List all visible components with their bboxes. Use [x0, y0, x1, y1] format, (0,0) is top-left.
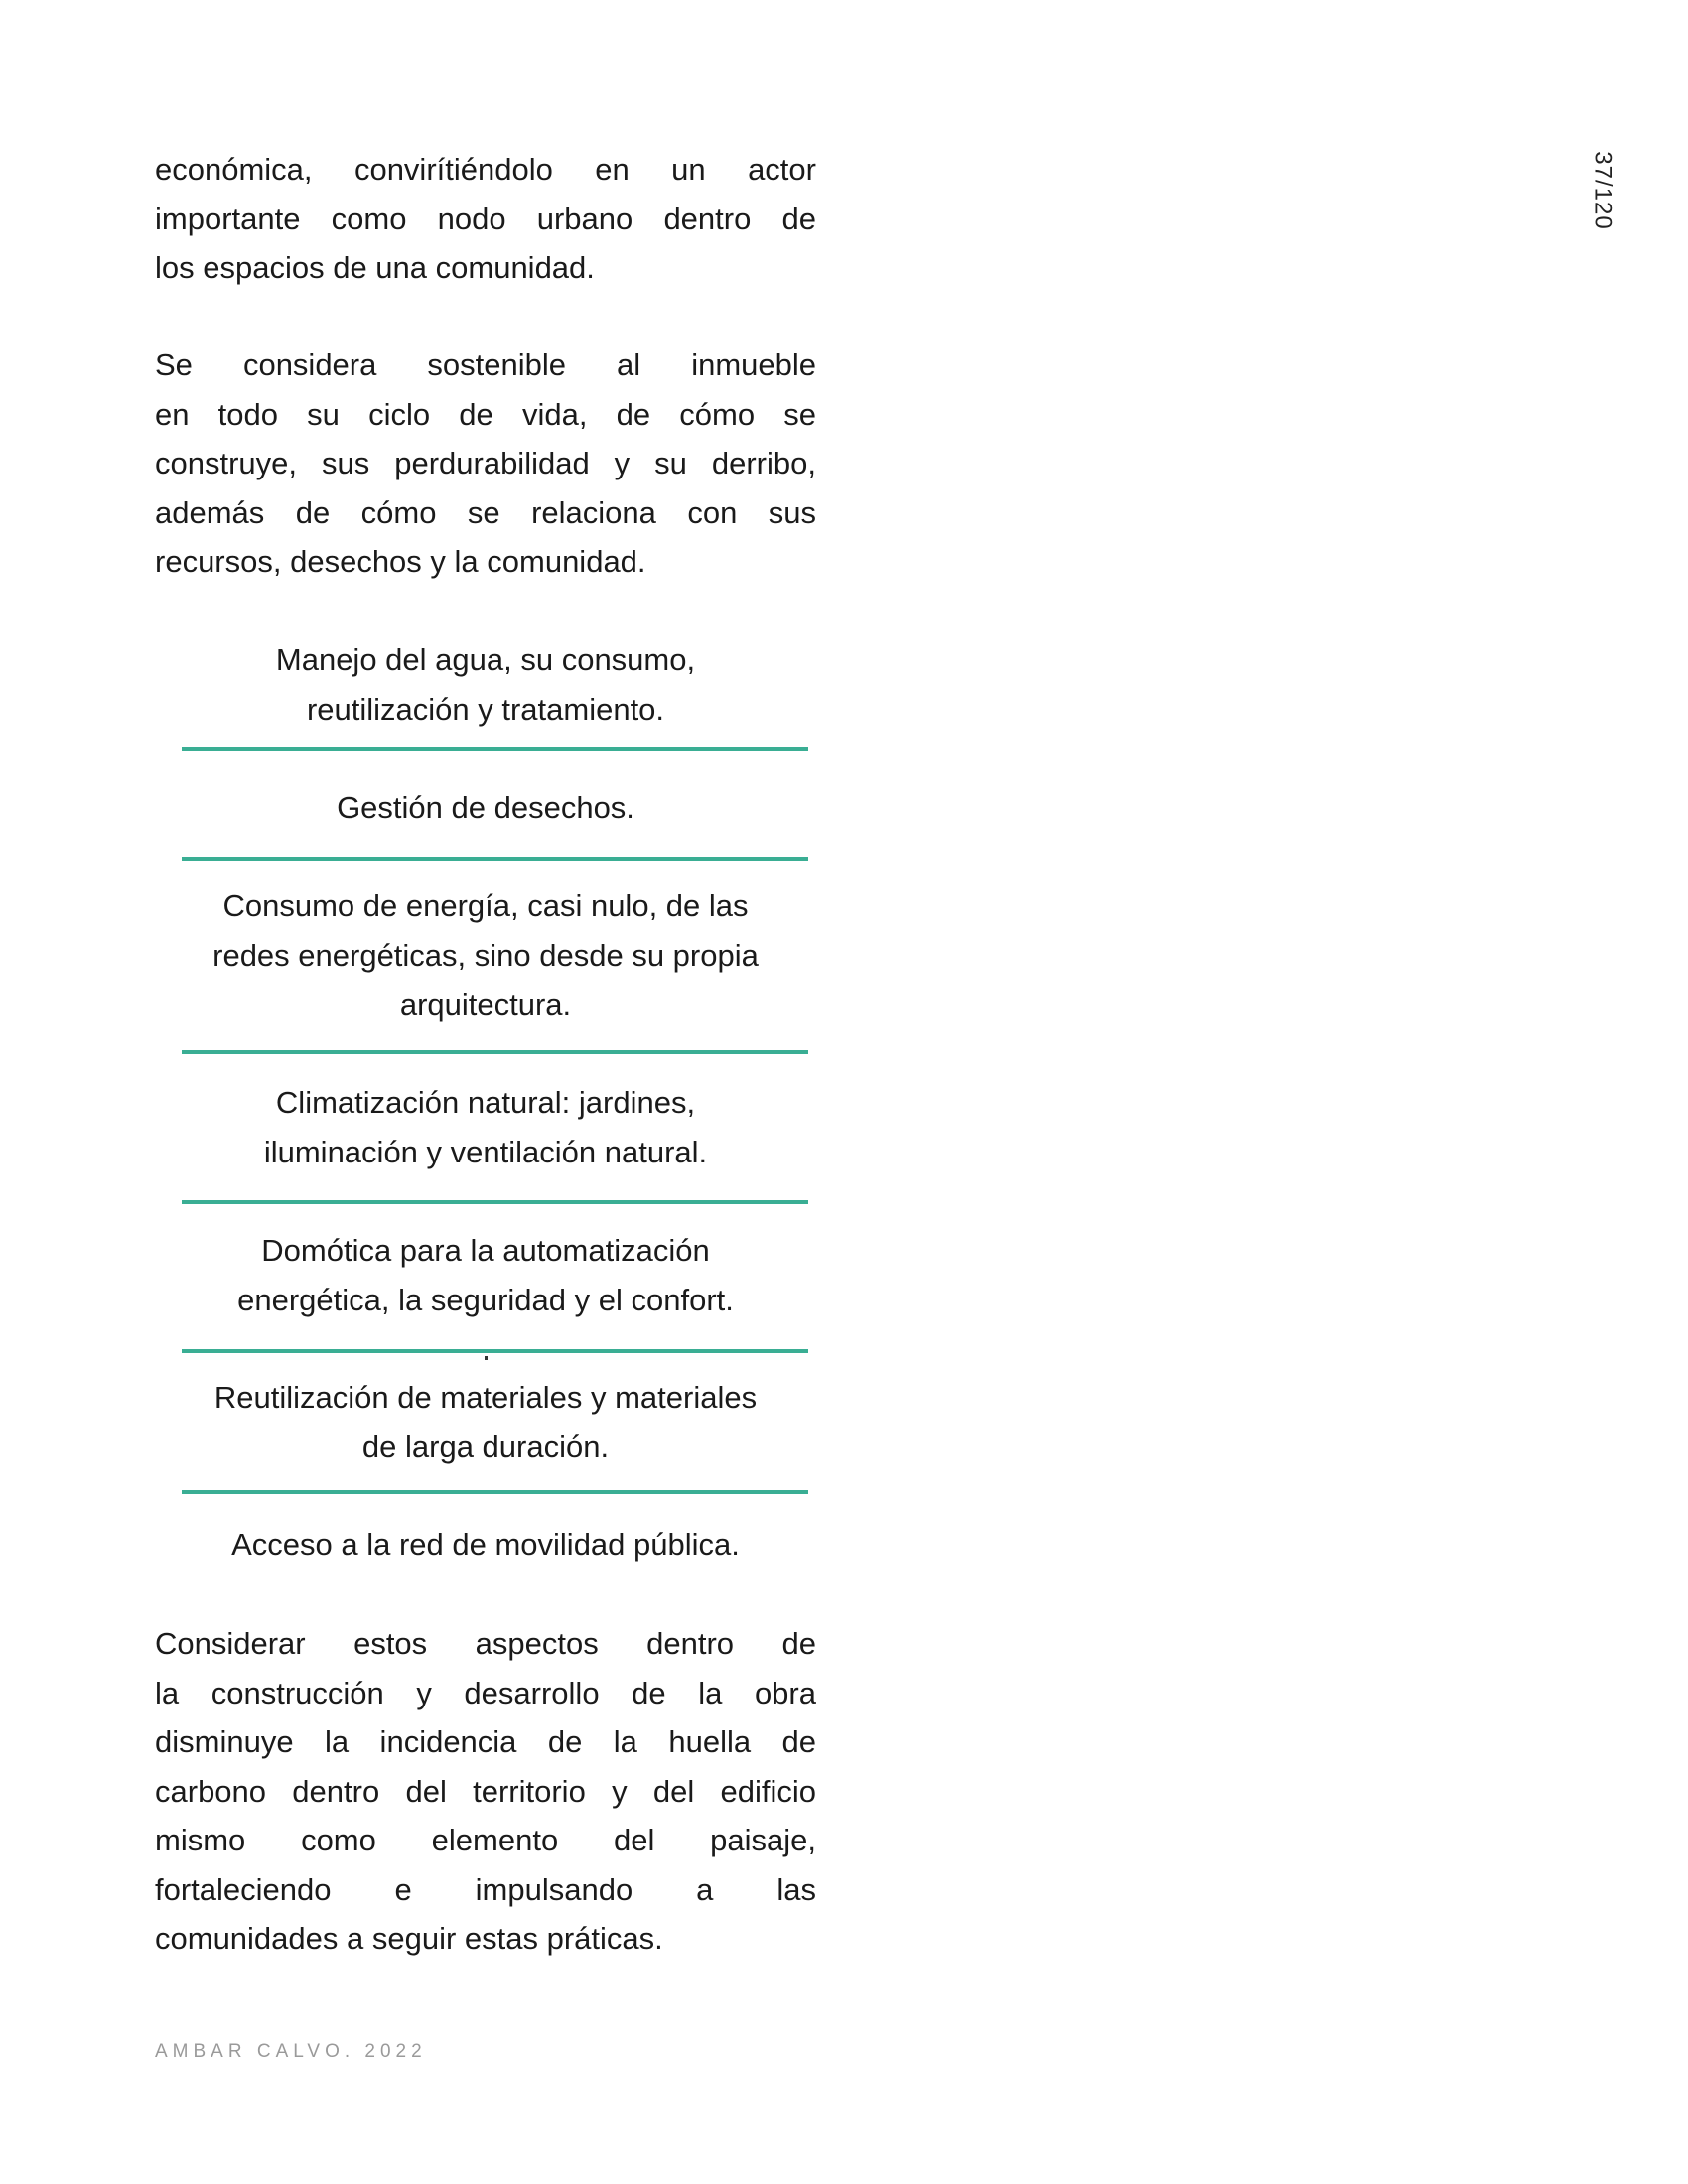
paragraph-line: en todo su ciclo de vida, de cómo se: [155, 396, 816, 432]
paragraph-line: económica, convirítiéndolo en un actor: [155, 152, 816, 187]
list-item-line: Climatización natural: jardines,: [275, 1085, 696, 1120]
list-item-line: Consumo de energía, casi nulo, de las: [222, 888, 749, 923]
list-item-line: de larga duración.: [361, 1429, 610, 1464]
divider-rule: [182, 1349, 808, 1353]
paragraph-line: carbono dentro del territorio y del edificio: [155, 1773, 816, 1809]
list-item-line: arquitectura.: [399, 987, 572, 1022]
list-item-line: reutilización y tratamiento.: [306, 691, 665, 727]
list-item-line: Reutilización de materiales y materiales: [213, 1380, 758, 1415]
paragraph-line: mismo como elemento del paisaje,: [155, 1823, 816, 1857]
paragraph-line: disminuye la incidencia de la huella de: [155, 1724, 816, 1759]
list-item-line: Acceso a la red de movilidad pública.: [231, 1527, 740, 1562]
stray-dot: [485, 1356, 488, 1360]
divider-rule: [182, 1200, 808, 1204]
list-item-line: energética, la seguridad y el confort.: [237, 1282, 734, 1317]
paragraph-line: Se considera sostenible al inmueble: [155, 347, 816, 382]
list-item-line: iluminación y ventilación natural.: [263, 1134, 708, 1169]
paragraph-line: la construcción y desarrollo de la obra: [155, 1675, 816, 1710]
paragraph-line: comunidades a seguir estas práticas.: [155, 1921, 663, 1956]
footer-author: AMBAR CALVO. 2022: [155, 2041, 427, 2062]
paragraph-line: recursos, desechos y la comunidad.: [155, 544, 646, 579]
divider-rule: [182, 747, 808, 751]
paragraph-line: los espacios de una comunidad.: [155, 250, 595, 285]
list-item-line: Gestión de desechos.: [337, 790, 634, 825]
list-item-line: redes energéticas, sino desde su propia: [212, 937, 759, 973]
list-item-line: Domótica para la automatización: [261, 1233, 710, 1268]
divider-rule: [182, 1050, 808, 1054]
list-item-line: Manejo del agua, su consumo,: [275, 642, 696, 677]
divider-rule: [182, 857, 808, 861]
paragraph-line: importante como nodo urbano dentro de: [155, 201, 816, 236]
divider-rule: [182, 1490, 808, 1494]
paragraph-line: fortaleciendo e impulsando a las: [155, 1871, 816, 1907]
page-number: 37/120: [1589, 151, 1617, 230]
paragraph-line: construye, sus perdurabilidad y su derribo,: [155, 446, 816, 480]
paragraph-line: además de cómo se relaciona con sus: [155, 494, 816, 530]
paragraph-line: Considerar estos aspectos dentro de: [155, 1626, 816, 1661]
